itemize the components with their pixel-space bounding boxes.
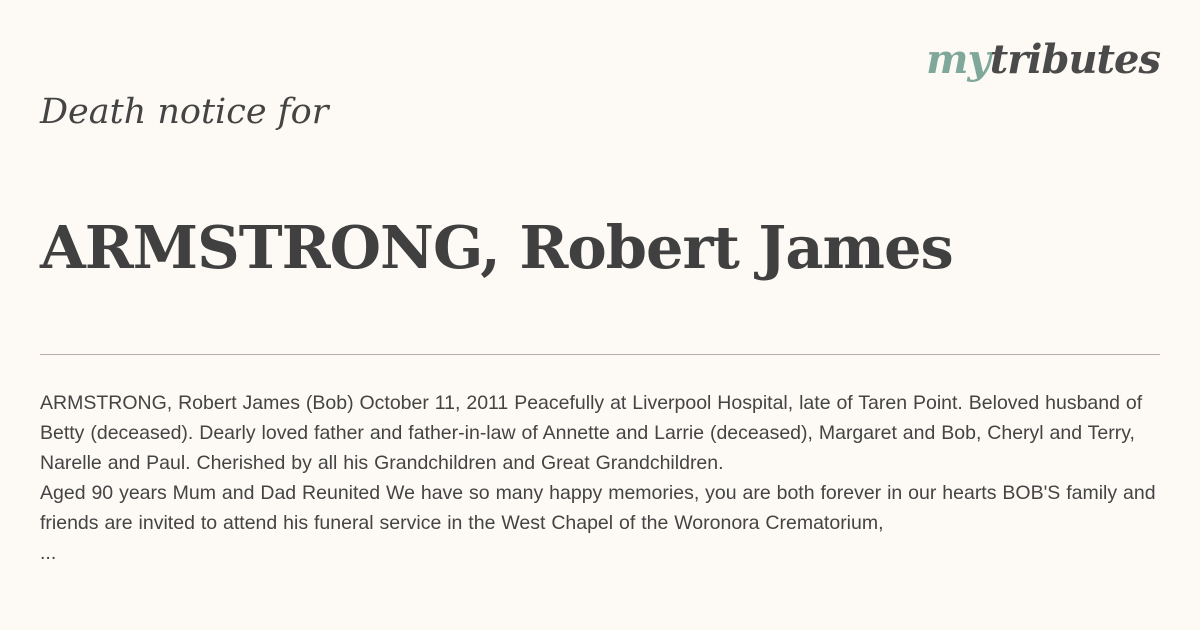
- death-notice-label: Death notice for: [40, 92, 329, 132]
- logo-my-text: my: [926, 36, 990, 83]
- notice-paragraph-1: ARMSTRONG, Robert James (Bob) October 11, 2011 Peacefully at Liverpool Hospital, late of Taren Point. Beloved husband of Betty (deceased). Dearly loved father and father-in-law of Annette and Larrie (deceased), Margaret and Bob, Cheryl and Terry, Narelle and Paul. Cherished by all his Grandchildren and Great Grandchildren.: [40, 392, 1143, 474]
- logo-tributes-text: tributes: [989, 36, 1160, 83]
- section-divider: [40, 354, 1160, 355]
- mytributes-logo[interactable]: [926, 36, 1160, 84]
- notice-body: [40, 388, 1190, 568]
- deceased-name-title: ARMSTRONG, Robert James: [40, 213, 953, 282]
- notice-paragraph-2: Aged 90 years Mum and Dad Reunited We have so many happy memories, you are both forever in our hearts BOB'S family and friends are invited to attend his funeral service in the West Chapel of the Woronora Crematorium,: [40, 482, 1156, 534]
- notice-ellipsis: ...: [40, 542, 57, 564]
